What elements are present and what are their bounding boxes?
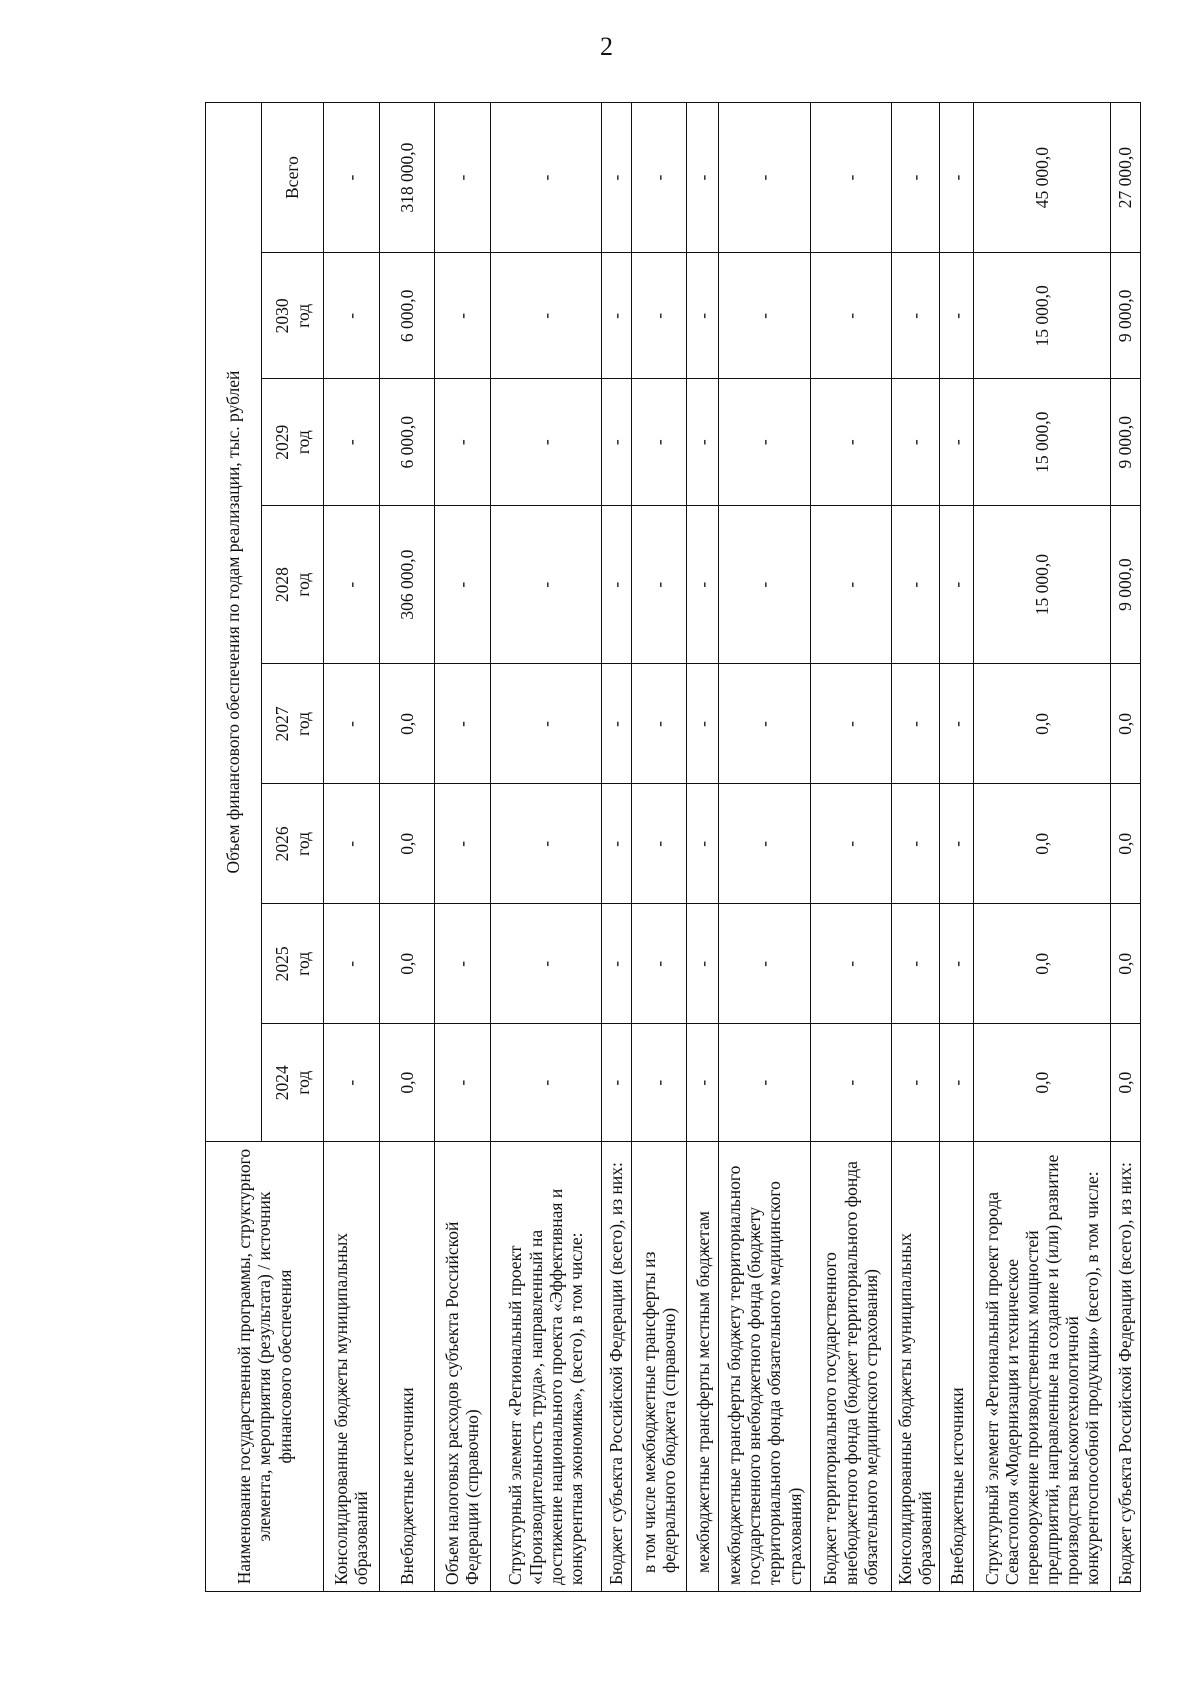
row-value: - [891,379,939,505]
row-value: - [490,505,601,664]
row-value: 0,0 [379,1024,435,1142]
row-value: - [601,904,631,1024]
row-value: - [324,904,380,1024]
row-value: - [631,379,687,505]
row-value: - [719,253,810,379]
row-value: - [810,904,891,1024]
row-value: - [631,784,687,904]
row-value: - [324,505,380,664]
row-label: в том числе межбюджетные трансферты из федерального бюджета (справочно) [631,1142,687,1592]
row-value: - [324,379,380,505]
row-value: - [810,1024,891,1142]
row-value: 45 000,0 [974,103,1111,253]
row-value: - [940,664,974,784]
row-value: - [687,904,719,1024]
rotated-table-container [205,102,1141,1592]
row-value: - [601,253,631,379]
row-value: 0,0 [974,904,1111,1024]
row-label: Бюджет территориального государственного внебюджетного фонда (бюджет территориального фонда обязательного медицинского страхования) [810,1142,891,1592]
row-value: - [891,103,939,253]
row-value: - [490,103,601,253]
row-value: 9 000,0 [1110,253,1140,379]
financing-table [205,102,1141,1592]
row-value: - [324,664,380,784]
row-value: - [490,784,601,904]
header-year: 2025 год [262,904,324,1024]
row-value: - [719,664,810,784]
table-row [631,103,687,1592]
row-value: - [891,253,939,379]
row-value: 318 000,0 [379,103,435,253]
row-value: 6 000,0 [379,253,435,379]
header-year: 2024 год [262,1024,324,1142]
row-value: 0,0 [379,904,435,1024]
row-value: - [810,784,891,904]
row-value: - [687,784,719,904]
row-value: - [324,253,380,379]
row-value: - [687,253,719,379]
row-value: - [940,784,974,904]
row-value: - [719,784,810,904]
row-value: - [490,904,601,1024]
row-value: 27 000,0 [1110,103,1140,253]
row-value: - [940,1024,974,1142]
row-value: - [601,784,631,904]
row-value: - [940,253,974,379]
row-label: Консолидированные бюджеты муниципальных образований [891,1142,939,1592]
row-label: межбюджетные трансферты бюджету территориального государственного внебюджетного фонда (бюджету территориального фонда обязательного медицинского страхования) [719,1142,810,1592]
row-value: - [891,664,939,784]
row-label: Структурный элемент «Региональный проект «Производительность труда», направленный на достижение национального проекта «Эффективная и конкурентная экономика», (всего), в том числе: [490,1142,601,1592]
row-value: - [940,379,974,505]
row-value: - [324,784,380,904]
row-value: - [490,253,601,379]
row-value: - [719,103,810,253]
row-value: - [631,505,687,664]
row-value: - [891,505,939,664]
header-year: 2027 год [262,664,324,784]
row-value: - [601,1024,631,1142]
row-value: - [719,379,810,505]
table-row [891,103,939,1592]
table-row [810,103,891,1592]
table-row [1110,103,1140,1592]
row-value: 15 000,0 [974,505,1111,664]
row-value: - [490,1024,601,1142]
row-value: 0,0 [974,664,1111,784]
row-value: 0,0 [379,784,435,904]
row-value: - [324,1024,380,1142]
row-value: 0,0 [1110,784,1140,904]
row-label: Внебюджетные источники [379,1142,435,1592]
row-label: Консолидированные бюджеты муниципальных образований [324,1142,380,1592]
row-value: 9 000,0 [1110,505,1140,664]
row-value: - [601,664,631,784]
row-value: - [940,505,974,664]
row-value: - [940,103,974,253]
table-row [601,103,631,1592]
row-value: - [891,904,939,1024]
row-value: 0,0 [1110,1024,1140,1142]
row-value: - [810,505,891,664]
row-value: - [490,379,601,505]
row-value: 0,0 [974,1024,1111,1142]
row-value: 0,0 [1110,904,1140,1024]
row-value: - [891,784,939,904]
row-value: 0,0 [974,784,1111,904]
header-year: 2029 год [262,379,324,505]
row-label: Бюджет субъекта Российской Федерации (всего), из них: [601,1142,631,1592]
row-value: - [631,664,687,784]
row-label: Бюджет субъекта Российской Федерации (всего), из них: [1110,1142,1140,1592]
row-value: - [719,1024,810,1142]
row-value: - [687,379,719,505]
header-year: 2028 год [262,505,324,664]
row-value: - [940,904,974,1024]
row-value: 306 000,0 [379,505,435,664]
row-value: - [810,253,891,379]
row-value: - [601,505,631,664]
row-value: - [601,103,631,253]
table-row [974,103,1111,1592]
page-number: 2 [600,32,613,61]
table-row [490,103,601,1592]
row-label: Объем налоговых расходов субъекта Российской Федерации (справочно) [435,1142,491,1592]
row-value: - [435,664,491,784]
header-financing-group: Объем финансового обеспечения по годам реализации, тыс. рублей [206,103,262,1142]
table-row [940,103,974,1592]
row-label: межбюджетные трансферты местным бюджетам [687,1142,719,1592]
header-name-column: Наименование государственной программы, структурного элемента, мероприятия (результата) / источник финансового обеспечения [206,1142,324,1592]
row-value: - [891,1024,939,1142]
row-value: - [631,1024,687,1142]
row-value: - [687,1024,719,1142]
row-value: 0,0 [1110,664,1140,784]
table-row [687,103,719,1592]
row-value: - [687,664,719,784]
row-value: - [719,904,810,1024]
table-row [435,103,491,1592]
row-value: 6 000,0 [379,379,435,505]
row-value: - [810,379,891,505]
row-value: - [435,379,491,505]
table-row [324,103,380,1592]
table-row [379,103,435,1592]
row-value: 15 000,0 [974,379,1111,505]
row-value: - [810,664,891,784]
header-year: 2030 год [262,253,324,379]
row-value: - [435,505,491,664]
row-value: - [435,1024,491,1142]
row-value: - [810,103,891,253]
row-value: 15 000,0 [974,253,1111,379]
row-value: - [435,784,491,904]
row-value: - [631,904,687,1024]
row-value: 0,0 [379,664,435,784]
row-value: - [687,103,719,253]
row-value: - [435,904,491,1024]
row-value: - [631,253,687,379]
row-value: - [435,103,491,253]
header-year: 2026 год [262,784,324,904]
row-value: - [631,103,687,253]
row-value: - [435,253,491,379]
row-value: - [719,505,810,664]
row-value: - [490,664,601,784]
row-label: Внебюджетные источники [940,1142,974,1592]
table-row [719,103,810,1592]
row-value: 9 000,0 [1110,379,1140,505]
row-value: - [687,505,719,664]
row-label: Структурный элемент «Региональный проект города Севастополя «Модернизация и техническое перевооружение производственных мощностей предприятий, направленные на создание и (или) развитие производства высокотехнологичной конкурентоспособной продукции» (всего), в том числе: [974,1142,1111,1592]
header-total: Всего [262,103,324,253]
row-value: - [324,103,380,253]
row-value: - [601,379,631,505]
